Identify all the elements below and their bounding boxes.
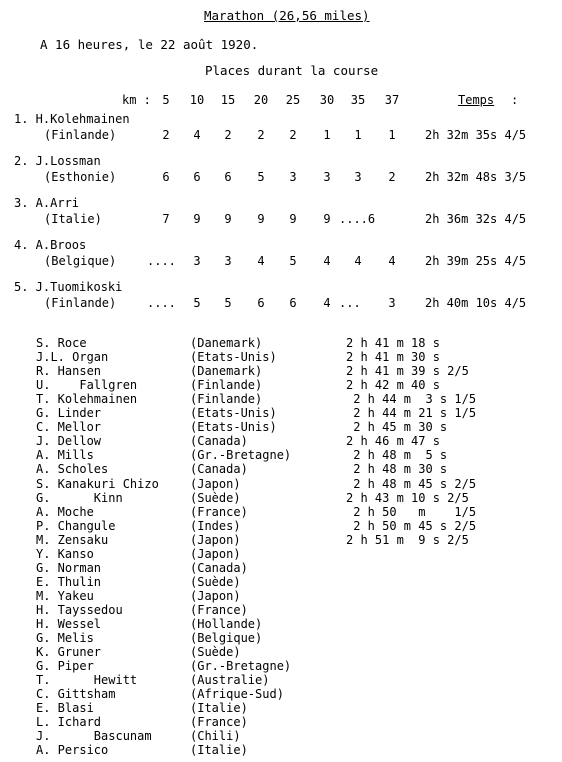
place-value: 3	[224, 254, 232, 268]
place-value: 6	[224, 170, 232, 184]
finisher-country: (Italie)	[190, 701, 248, 715]
finisher-name: E. Thulin	[36, 575, 102, 589]
finisher-name: H. Wessel	[36, 617, 102, 631]
km-mark: 10	[189, 93, 205, 107]
finisher-country: (Suède)	[190, 645, 241, 659]
finisher-name: J.L. Organ	[36, 350, 109, 364]
date-line: A 16 heures, le 22 août 1920.	[40, 37, 259, 52]
place-value: 1	[354, 128, 362, 142]
km-mark: 35	[350, 93, 366, 107]
finisher-country: (Japon)	[190, 547, 241, 561]
finisher-time: 2 h 48 m 45 s 2/5	[346, 477, 477, 491]
finisher-name: S. Kanakuri Chizo	[36, 477, 159, 491]
finish-time: 2h 36m 32s 4/5	[425, 212, 527, 226]
finisher-name: K. Gruner	[36, 645, 102, 659]
finisher-country: (France)	[190, 715, 248, 729]
finisher-country: (Hollande)	[190, 617, 263, 631]
finisher-name: C. Mellor	[36, 420, 102, 434]
finisher-country: (Japon)	[190, 477, 241, 491]
km-mark: 5	[162, 93, 170, 107]
place-value: 6	[193, 170, 201, 184]
finisher-name: M. Yakeu	[36, 589, 94, 603]
athlete-name: 1. H.Kolehmainen	[14, 112, 130, 126]
place-value: 6	[257, 296, 265, 310]
finisher-time: 2 h 43 m 10 s 2/5	[346, 491, 469, 505]
place-value: 2	[162, 128, 170, 142]
finisher-time: 2 h 50 m 45 s 2/5	[346, 519, 477, 533]
place-value: ....6	[339, 212, 376, 226]
finisher-time: 2 h 44 m 3 s 1/5	[346, 392, 477, 406]
finisher-country: (Indes)	[190, 519, 241, 533]
place-value: 2	[224, 128, 232, 142]
athlete-name: 3. A.Arri	[14, 196, 80, 210]
finish-time: 2h 40m 10s 4/5	[425, 296, 527, 310]
place-value: 4	[354, 254, 362, 268]
finisher-name: M. Zensaku	[36, 533, 109, 547]
finisher-country: (Afrique-Sud)	[190, 687, 284, 701]
place-value: 9	[193, 212, 201, 226]
finisher-time: 2 h 48 m 5 s	[346, 448, 448, 462]
finisher-name: G. Linder	[36, 406, 102, 420]
place-value: 3	[193, 254, 201, 268]
finisher-country: (Japon)	[190, 533, 241, 547]
finisher-country: (Etats-Unis)	[190, 420, 277, 434]
athlete-name: 5. J.Tuomikoski	[14, 280, 123, 294]
place-value: 3	[289, 170, 297, 184]
finisher-name: H. Tayssedou	[36, 603, 123, 617]
finisher-name: G. Kinn	[36, 491, 123, 505]
place-value: 6	[162, 170, 170, 184]
finisher-country: (Danemark)	[190, 336, 263, 350]
finisher-name: G. Melis	[36, 631, 94, 645]
athlete-country: (Italie)	[44, 212, 102, 226]
athlete-country: (Belgique)	[44, 254, 117, 268]
finisher-country: (Italie)	[190, 743, 248, 757]
place-value: 9	[289, 212, 297, 226]
finisher-time: 2 h 41 m 30 s	[346, 350, 440, 364]
temps-label: Temps	[458, 93, 495, 107]
place-value: ....	[147, 296, 176, 310]
finisher-country: (Chili)	[190, 729, 241, 743]
finisher-time: 2 h 44 m 21 s 1/5	[346, 406, 477, 420]
finisher-name: C. Gittsham	[36, 687, 116, 701]
finisher-country: (Suède)	[190, 575, 241, 589]
finisher-time: 2 h 50 m 1/5	[346, 505, 477, 519]
finisher-name: A. Moche	[36, 505, 94, 519]
finisher-country: (Etats-Unis)	[190, 350, 277, 364]
finisher-country: (Etats-Unis)	[190, 406, 277, 420]
finisher-country: (Gr.-Bretagne)	[190, 659, 292, 673]
finisher-name: A. Scholes	[36, 462, 109, 476]
finisher-country: (Gr.-Bretagne)	[190, 448, 292, 462]
place-value: 9	[224, 212, 232, 226]
place-value: 9	[323, 212, 331, 226]
place-value: 5	[257, 170, 265, 184]
finish-time: 2h 32m 35s 4/5	[425, 128, 527, 142]
place-value: 1	[323, 128, 331, 142]
finisher-country: (Canada)	[190, 462, 248, 476]
place-value: 5	[224, 296, 232, 310]
finisher-country: (Canada)	[190, 434, 248, 448]
km-mark: 37	[384, 93, 400, 107]
finisher-country: (Finlande)	[190, 392, 263, 406]
finisher-country: (Finlande)	[190, 378, 263, 392]
section-heading: Places durant la course	[205, 63, 379, 78]
finisher-name: P. Changule	[36, 519, 116, 533]
place-value: 4	[193, 128, 201, 142]
place-value: 3	[323, 170, 331, 184]
km-mark: 30	[319, 93, 335, 107]
temps-colon: :	[511, 93, 519, 107]
place-value: ...	[339, 296, 361, 310]
finisher-country: (Belgique)	[190, 631, 263, 645]
finisher-name: U. Fallgren	[36, 378, 138, 392]
finisher-country: (Suède)	[190, 491, 241, 505]
athlete-country: (Esthonie)	[44, 170, 117, 184]
km-mark: 20	[253, 93, 269, 107]
place-value: ....	[147, 254, 176, 268]
athlete-name: 2. J.Lossman	[14, 154, 101, 168]
athlete-name: 4. A.Broos	[14, 238, 87, 252]
finisher-country: (Danemark)	[190, 364, 263, 378]
finisher-name: J. Bascunam	[36, 729, 152, 743]
finisher-name: T. Kolehmainen	[36, 392, 138, 406]
place-value: 5	[193, 296, 201, 310]
finisher-name: J. Dellow	[36, 434, 102, 448]
finisher-time: 2 h 46 m 47 s	[346, 434, 440, 448]
place-value: 2	[388, 170, 396, 184]
finisher-name: G. Norman	[36, 561, 102, 575]
finisher-country: (France)	[190, 505, 248, 519]
km-label: km :	[122, 93, 151, 107]
finisher-name: A. Persico	[36, 743, 109, 757]
finisher-name: R. Hansen	[36, 364, 102, 378]
athlete-country: (Finlande)	[44, 296, 117, 310]
place-value: 4	[323, 254, 331, 268]
finisher-name: G. Piper	[36, 659, 94, 673]
place-value: 6	[289, 296, 297, 310]
finisher-country: (Japon)	[190, 589, 241, 603]
place-value: 4	[323, 296, 331, 310]
place-value: 5	[289, 254, 297, 268]
finisher-time: 2 h 45 m 30 s	[346, 420, 448, 434]
finisher-name: Y. Kanso	[36, 547, 94, 561]
finisher-country: (France)	[190, 603, 248, 617]
place-value: 9	[257, 212, 265, 226]
place-value: 1	[388, 128, 396, 142]
finisher-name: A. Mills	[36, 448, 94, 462]
athlete-country: (Finlande)	[44, 128, 117, 142]
finish-time: 2h 32m 48s 3/5	[425, 170, 527, 184]
finisher-name: S. Roce	[36, 336, 87, 350]
finisher-time: 2 h 48 m 30 s	[346, 462, 448, 476]
finisher-name: L. Ichard	[36, 715, 102, 729]
finisher-time: 2 h 41 m 18 s	[346, 336, 440, 350]
finisher-time: 2 h 41 m 39 s 2/5	[346, 364, 469, 378]
finisher-time: 2 h 42 m 40 s	[346, 378, 440, 392]
place-value: 4	[257, 254, 265, 268]
finish-time: 2h 39m 25s 4/5	[425, 254, 527, 268]
km-mark: 15	[220, 93, 236, 107]
km-mark: 25	[285, 93, 301, 107]
finisher-country: (Australie)	[190, 673, 270, 687]
document-title: Marathon (26,56 miles)	[204, 8, 370, 23]
place-value: 4	[388, 254, 396, 268]
place-value: 7	[162, 212, 170, 226]
place-value: 3	[354, 170, 362, 184]
place-value: 2	[257, 128, 265, 142]
finisher-name: E. Blasi	[36, 701, 94, 715]
finisher-name: T. Hewitt	[36, 673, 138, 687]
finisher-time: 2 h 51 m 9 s 2/5	[346, 533, 469, 547]
place-value: 2	[289, 128, 297, 142]
finisher-country: (Canada)	[190, 561, 248, 575]
place-value: 3	[388, 296, 396, 310]
